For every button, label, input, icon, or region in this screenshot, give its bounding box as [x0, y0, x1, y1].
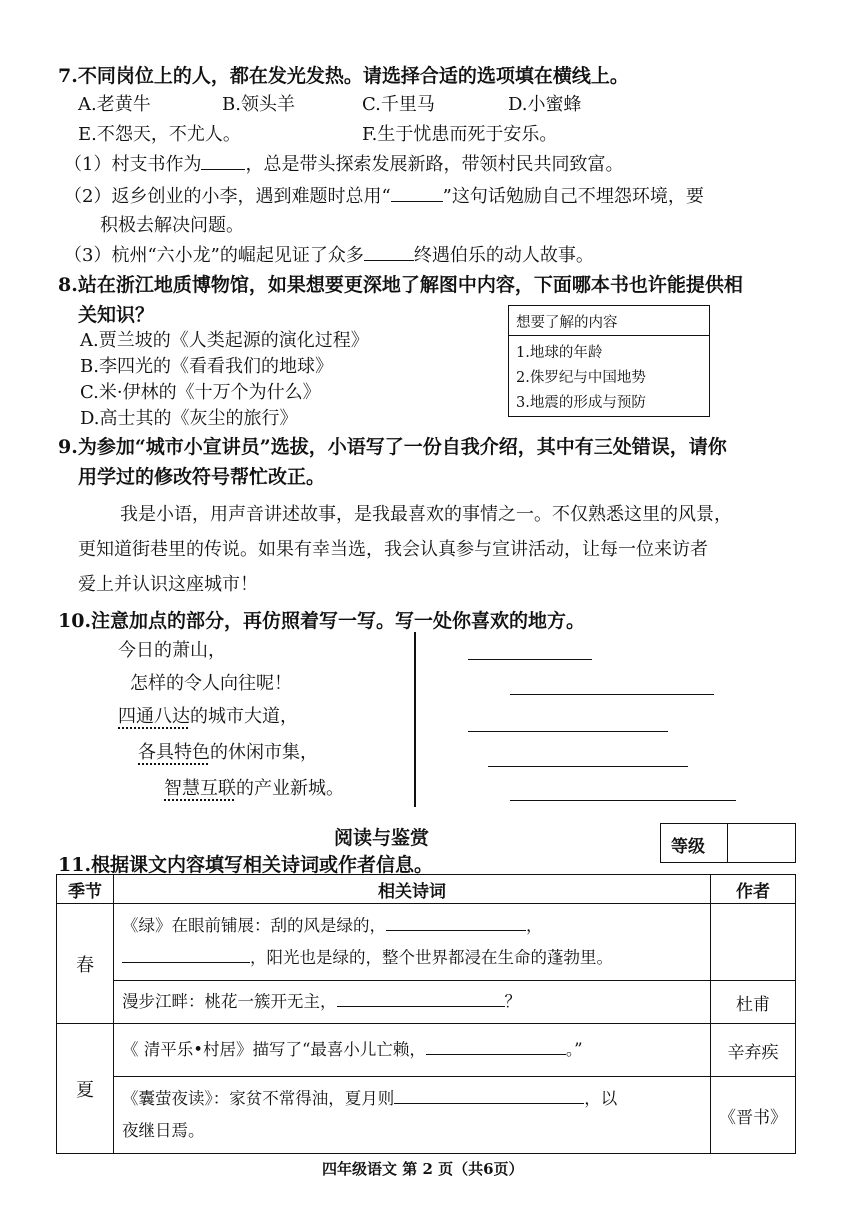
table-row: 《 清平乐•村居》描写了“最喜小儿亡赖， 。” [114, 1024, 711, 1077]
q8-info-box [508, 305, 710, 417]
q10-title: 10.注意加点的部分，再仿照着写一写。写一处你喜欢的地方。 [58, 610, 586, 632]
spring-blank-1[interactable] [386, 914, 526, 931]
q10-poem-line2: 怎样的令人向往呢！ [130, 673, 292, 694]
q7-option-b: B.领头羊 [222, 94, 295, 115]
q8-option-b: B.李四光的《看看我们的地球》 [80, 356, 333, 377]
summer-blank-2[interactable] [394, 1087, 584, 1104]
grade-box [660, 823, 796, 863]
q10-poem-line5: 智慧互联的产业新城。 [164, 778, 344, 799]
q9-paragraph-line3: 爱上并认识这座城市！ [78, 574, 258, 595]
q10-answer-line-4[interactable] [488, 766, 688, 767]
table-row: 漫步江畔：桃花一簇开无主， ？ [114, 981, 711, 1024]
page-footer: 四年级语文 第 2 页（共6页） [322, 1160, 524, 1178]
section-title: 阅读与鉴赏 [334, 827, 430, 849]
author-xinqiji: 辛弃疾 [711, 1024, 796, 1077]
q10-answer-line-3[interactable] [468, 731, 668, 732]
summer-blank-1[interactable] [426, 1038, 566, 1055]
spring-blank-3[interactable] [337, 990, 505, 1007]
author-blank-1[interactable] [711, 904, 796, 981]
q7-option-e: E.不怨天，不尤人。 [78, 124, 241, 145]
season-spring: 春 [57, 904, 114, 1024]
q7-blank-1[interactable] [201, 153, 245, 170]
q8-info-item-1: 1.地球的年龄 [516, 345, 603, 361]
q9-paragraph-line1: 我是小语，用声音讲述故事，是我最喜欢的事情之一。不仅熟悉这里的风景， [120, 504, 732, 525]
q9-title-line1: 9.为参加“城市小宣讲员”选拔，小语写了一份自我介绍，其中有三处错误，请你 [58, 436, 727, 458]
q10-answer-line-5[interactable] [510, 800, 736, 801]
grade-label: 等级 [671, 837, 705, 857]
q11-title: 11.根据课文内容填写相关诗词或作者信息。 [58, 854, 434, 876]
q10-divider [414, 632, 416, 807]
author-jinshu: 《晋书》 [711, 1077, 796, 1154]
q8-info-item-2: 2.侏罗纪与中国地势 [516, 370, 646, 386]
header-season: 季节 [57, 875, 114, 904]
q8-option-c: C.米·伊林的《十万个为什么》 [80, 382, 321, 403]
q10-poem-line1: 今日的萧山， [118, 640, 226, 661]
q10-answer-line-1[interactable] [468, 659, 592, 660]
q7-sentence-2-cont: 积极去解决问题。 [100, 215, 244, 236]
q7-option-a: A.老黄牛 [78, 94, 151, 115]
q8-info-item-3: 3.地震的形成与预防 [516, 395, 646, 411]
q8-title-line1: 8.站在浙江地质博物馆，如果想要更深地了解图中内容，下面哪本书也许能提供相 [58, 274, 743, 296]
q11-table [56, 874, 796, 1154]
header-author: 作者 [711, 875, 796, 904]
q7-blank-2[interactable] [391, 185, 443, 202]
q8-title-line2: 关知识？ [78, 304, 155, 326]
spring-blank-2[interactable] [122, 946, 250, 963]
q9-paragraph-line2: 更知道街巷里的传说。如果有幸当选，我会认真参与宣讲活动，让每一位来访者 [78, 539, 708, 560]
q7-option-c: C.千里马 [362, 94, 435, 115]
q9-title-line2: 用学过的修改符号帮忙改正。 [78, 466, 326, 488]
table-row: 《囊萤夜读》：家贫不常得油，夏月则 ，以 夜继日焉。 [114, 1077, 711, 1154]
q8-info-box-title: 想要了解的内容 [516, 315, 618, 331]
q7-sentence-1: （1）村支书作为 ，总是带头探索发展新路，带领村民共同致富。 [64, 154, 624, 175]
q10-answer-line-2[interactable] [510, 694, 714, 695]
q10-poem-line4: 各具特色的休闲市集， [138, 742, 318, 763]
q7-blank-3[interactable] [364, 244, 414, 261]
table-row: 《绿》在眼前铺展：刮的风是绿的， ， ，阳光也是绿的，整个世界都浸在生命的蓬勃里。 [114, 904, 711, 981]
q7-sentence-3: （3）杭州“六小龙”的崛起见证了众多 终遇伯乐的动人故事。 [64, 245, 594, 266]
q7-option-f: F.生于忧患而死于安乐。 [362, 124, 558, 145]
q10-poem-line3: 四通八达的城市大道， [118, 706, 298, 727]
season-summer: 夏 [57, 1024, 114, 1154]
q7-title: 7.不同岗位上的人，都在发光发热。请选择合适的选项填在横线上。 [58, 65, 629, 87]
header-poem: 相关诗词 [114, 875, 711, 904]
q8-option-a: A.贾兰坡的《人类起源的演化过程》 [80, 330, 369, 351]
q7-option-d: D.小蜜蜂 [508, 94, 582, 115]
author-dufu: 杜甫 [711, 981, 796, 1024]
q7-sentence-2: （2）返乡创业的小李，遇到难题时总用“ ”这句话勉励自己不埋怨环境，要 [64, 186, 704, 207]
q8-option-d: D.高士其的《灰尘的旅行》 [80, 408, 298, 429]
